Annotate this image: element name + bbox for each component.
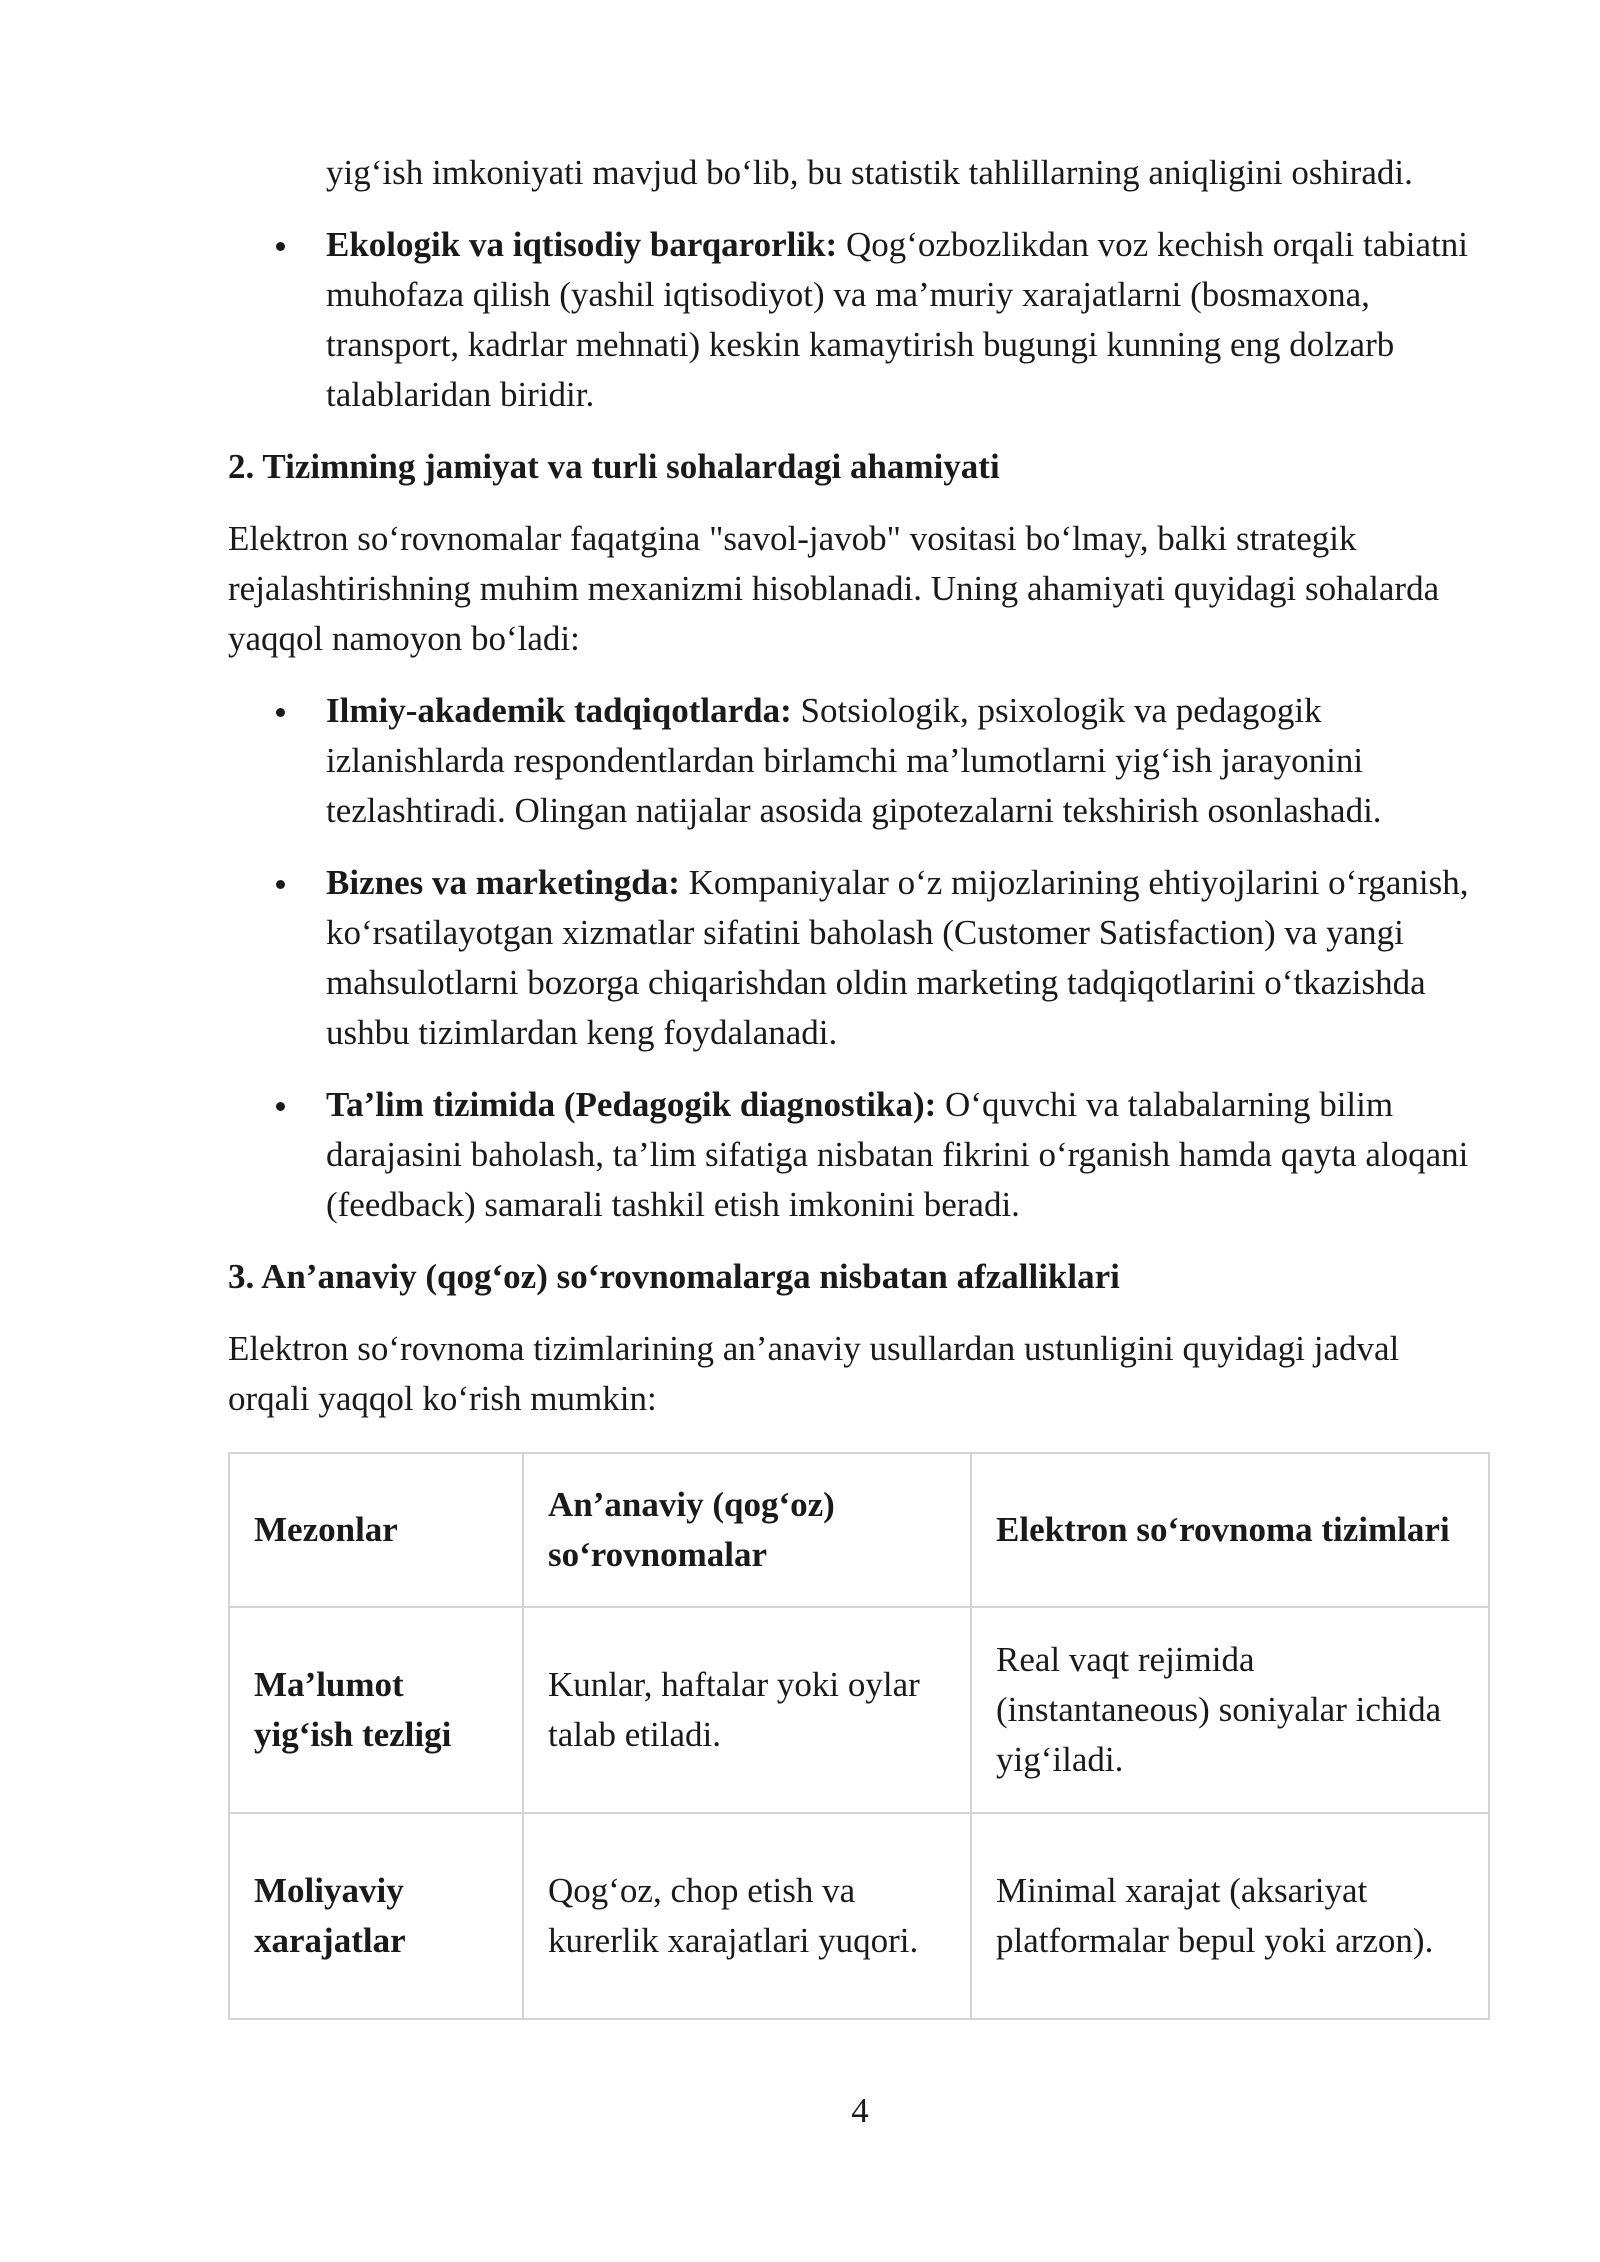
bullet-list-section2 <box>228 686 1488 1230</box>
list-item-ecology <box>228 220 1488 420</box>
page-number: 4 <box>851 2091 869 2130</box>
table-row <box>229 1813 1489 2019</box>
section-heading-2: 2. Tizimning jamiyat va turli sohalardagi ahamiyati <box>228 447 1000 486</box>
table-header-cell: Elektron so‘rovnoma tizimlari <box>971 1453 1489 1607</box>
table-cell-criterion: Moliyaviy xarajatlar <box>229 1813 523 2019</box>
table-cell: Kunlar, haftalar yoki oylar talab etiladi. <box>523 1607 971 1813</box>
bullet-icon <box>276 1102 285 1111</box>
section2-intro: Elektron so‘rovnomalar faqatgina "savol-javob" vositasi bo‘lmay, balki strategik rejalashtirishning muhim mexanizmi hisoblanadi. Uning ahamiyati quyidagi sohalarda yaqqol namoyon bo‘ladi: <box>228 519 1440 658</box>
bullet-list-section1 <box>228 220 1488 420</box>
list-item-text: O‘quvchi va talabalarning bilim darajasini baholash, ta’lim sifatiga nisbatan fikrini o‘rganish hamda qayta aloqani (feedback) samarali tashkil etish imkonini beradi. <box>326 1085 1469 1224</box>
comparison-table <box>228 1452 1490 2020</box>
section-heading-3: 3. An’anaviy (qog‘oz) so‘rovnomalarga nisbatan afzalliklari <box>228 1257 1120 1296</box>
table-row <box>229 1607 1489 1813</box>
list-item-text: Qog‘ozbozlikdan voz kechish orqali tabiatni muhofaza qilish (yashil iqtisodiyot) va ma’muriy xarajatlarni (bosmaxona, transport, kadrlar mehnati) keskin kamaytirish bugungi kunning eng dolzarb talablaridan biridir. <box>326 225 1468 414</box>
list-item-text: Kompaniyalar o‘z mijozlarining ehtiyojlarini o‘rganish, ko‘rsatilayotgan xizmatlar sifatini baholash (Customer Satisfaction) va yangi mahsulotlarni bozorga chiqarishdan oldin marketing tadqiqotlarini o‘tkazishda ushbu tizimlardan keng foydalanadi. <box>326 863 1469 1052</box>
continuation-paragraph: yig‘ish imkoniyati mavjud bo‘lib, bu statistik tahlillarning aniqligini oshiradi. <box>326 153 1413 192</box>
table-cell: Qog‘oz, chop etish va kurerlik xarajatlari yuqori. <box>523 1813 971 2019</box>
table-cell: Real vaqt rejimida (instantaneous) soniyalar ichida yig‘iladi. <box>971 1607 1489 1813</box>
table-cell: Minimal xarajat (aksariyat platformalar bepul yoki arzon). <box>971 1813 1489 2019</box>
table-header-row <box>229 1453 1489 1607</box>
list-item-term: Biznes va marketingda: <box>326 863 680 902</box>
list-item-business <box>228 858 1488 1058</box>
list-item-academic <box>228 686 1488 836</box>
list-item-term: Ilmiy-akademik tadqiqotlarda: <box>326 691 792 730</box>
list-item-term: Ta’lim tizimida (Pedagogik diagnostika): <box>326 1085 937 1124</box>
section3-intro: Elektron so‘rovnoma tizimlarining an’anaviy usullardan ustunligini quyidagi jadval orqali yaqqol ko‘rish mumkin: <box>228 1329 1400 1418</box>
bullet-icon <box>276 242 285 251</box>
document-page <box>228 148 1488 2020</box>
table-cell-criterion: Ma’lumot yig‘ish tezligi <box>229 1607 523 1813</box>
bullet-icon <box>276 880 285 889</box>
list-item-education <box>228 1080 1488 1230</box>
list-item-term: Ekologik va iqtisodiy barqarorlik: <box>326 225 838 264</box>
table-header-cell: An’anaviy (qog‘oz) so‘rovnomalar <box>523 1453 971 1607</box>
list-item-text: Sotsiologik, psixologik va pedagogik izlanishlarda respondentlardan birlamchi ma’lumotlarni yig‘ish jarayonini tezlashtiradi. Olingan natijalar asosida gipotezalarni tekshirish osonlashadi. <box>326 691 1382 830</box>
bullet-icon <box>276 708 285 717</box>
table-header-cell: Mezonlar <box>229 1453 523 1607</box>
